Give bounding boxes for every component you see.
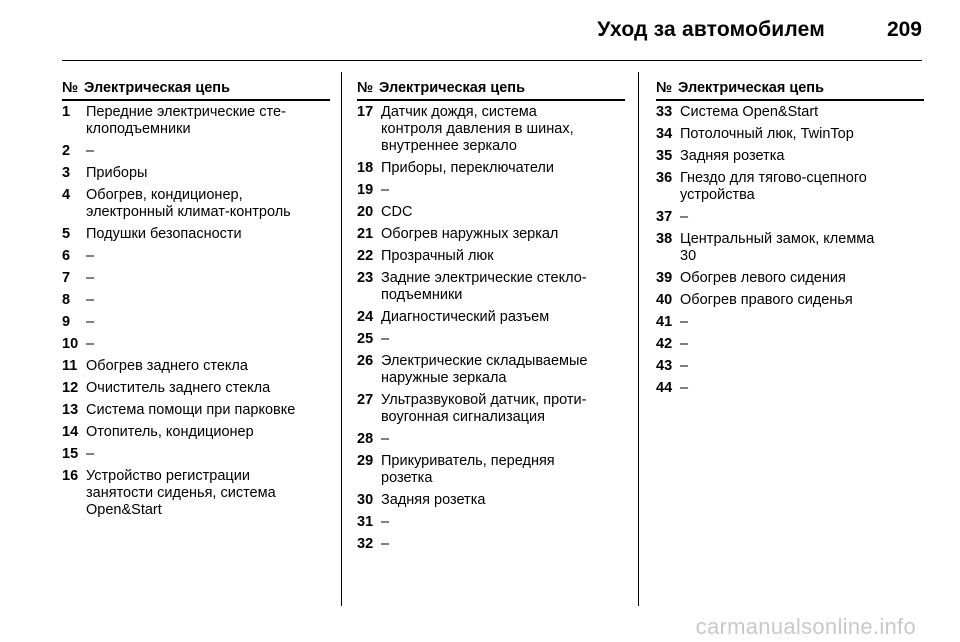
circuit-description: Отопитель, кондиционер [86, 424, 254, 440]
table-row [357, 104, 625, 155]
fuse-number: 8 [62, 292, 71, 308]
fuse-number: 21 [357, 226, 374, 242]
table-row [62, 380, 330, 397]
fuse-number: 19 [357, 182, 374, 198]
table-row [62, 446, 330, 463]
circuit-description: – [680, 358, 689, 374]
circuit-description: Центральный замок, клемма 30 [680, 231, 875, 264]
circuit-description: Обогрев, кондиционер, электронный климат-контроль [86, 187, 291, 220]
circuit-description: Диагностический разъем [381, 309, 550, 325]
circuit-description: Гнездо для тягово-сцепного устройства [680, 170, 867, 203]
circuit-description: – [680, 209, 689, 225]
fuse-number: 44 [656, 380, 673, 396]
fuse-number: 15 [62, 446, 79, 462]
fuse-number: 20 [357, 204, 374, 220]
circuit-description: Система помощи при парковке [86, 402, 296, 418]
circuit-description: – [86, 248, 95, 264]
table-row [62, 314, 330, 331]
fuse-number: 39 [656, 270, 673, 286]
table-row [656, 231, 924, 265]
table-row [656, 126, 924, 143]
fuse-number: 18 [357, 160, 374, 176]
circuit-description: – [680, 336, 689, 352]
fuse-number: 16 [62, 468, 79, 484]
fuse-number: 27 [357, 392, 374, 408]
table-row [656, 358, 924, 375]
circuit-description: Ультразвуковой датчик, проти- воугонная сигнализация [381, 392, 587, 425]
circuit-description: Приборы [86, 165, 148, 181]
table-row [357, 492, 625, 509]
fuse-number: 12 [62, 380, 79, 396]
fuse-table-column-2 [357, 80, 625, 558]
page-number: 209 [886, 18, 922, 41]
fuse-number: 28 [357, 431, 374, 447]
header-divider [62, 60, 922, 61]
circuit-description: – [381, 182, 390, 198]
fuse-number: 11 [62, 358, 78, 374]
table-row [62, 358, 330, 375]
fuse-number: 36 [656, 170, 673, 186]
circuit-description: – [680, 314, 689, 330]
table-row [62, 143, 330, 160]
fuse-number: 7 [62, 270, 71, 286]
table-row [656, 380, 924, 397]
fuse-number: 13 [62, 402, 79, 418]
fuse-table-column-3 [656, 80, 924, 402]
table-row [357, 453, 625, 487]
table-row [357, 353, 625, 387]
table-row [656, 336, 924, 353]
table-row [62, 270, 330, 287]
watermark: carmanualsonline.info [695, 614, 916, 639]
table-row [656, 292, 924, 309]
circuit-description: – [86, 446, 95, 462]
circuit-description: CDC [381, 204, 413, 220]
header-number-label: № [357, 80, 374, 96]
fuse-number: 33 [656, 104, 673, 120]
fuse-number: 40 [656, 292, 673, 308]
table-row [62, 292, 330, 309]
fuse-number: 43 [656, 358, 673, 374]
circuit-description: – [381, 514, 390, 530]
fuse-number: 10 [62, 336, 79, 352]
fuse-number: 3 [62, 165, 71, 181]
table-row [357, 182, 625, 199]
table-row [357, 204, 625, 221]
header-number-label: № [656, 80, 673, 96]
table-row [357, 331, 625, 348]
circuit-description: – [680, 380, 689, 396]
fuse-number: 34 [656, 126, 673, 142]
header-number-label: № [62, 80, 79, 96]
table-row [62, 424, 330, 441]
table-row [357, 536, 625, 553]
circuit-description: Обогрев правого сиденья [680, 292, 853, 308]
fuse-number: 37 [656, 209, 673, 225]
fuse-number: 2 [62, 143, 71, 159]
fuse-number: 9 [62, 314, 71, 330]
table-row [62, 165, 330, 182]
table-row [357, 226, 625, 243]
header-circuit-label: Электрическая цепь [84, 80, 230, 96]
table-row [656, 104, 924, 121]
fuse-number: 31 [357, 514, 374, 530]
fuse-number: 5 [62, 226, 71, 242]
circuit-description: Прозрачный люк [381, 248, 494, 264]
fuse-number: 24 [357, 309, 374, 325]
circuit-description: Потолочный люк, TwinTop [680, 126, 854, 142]
circuit-description: Обогрев левого сидения [680, 270, 846, 286]
circuit-description: Передние электрические сте- клоподъемники [86, 104, 286, 137]
table-row [62, 336, 330, 353]
table-row [62, 402, 330, 419]
circuit-description: Прикуриватель, передняя розетка [381, 453, 555, 486]
circuit-description: Задняя розетка [381, 492, 486, 508]
fuse-number: 35 [656, 148, 673, 164]
column-divider [341, 72, 342, 606]
circuit-description: Электрические складываемые наружные зеркала [381, 353, 588, 386]
page-title: Уход за автомобилем [597, 18, 825, 41]
column-divider [638, 72, 639, 606]
table-row [656, 209, 924, 226]
fuse-number: 26 [357, 353, 374, 369]
fuse-number: 29 [357, 453, 374, 469]
circuit-description: – [86, 336, 95, 352]
fuse-number: 30 [357, 492, 374, 508]
fuse-number: 38 [656, 231, 673, 247]
table-row [62, 104, 330, 138]
circuit-description: – [86, 143, 95, 159]
circuit-description: – [381, 431, 390, 447]
circuit-description: Подушки безопасности [86, 226, 242, 242]
fuse-number: 23 [357, 270, 374, 286]
table-row [656, 270, 924, 287]
circuit-description: – [381, 536, 390, 552]
table-row [656, 148, 924, 165]
header-circuit-label: Электрическая цепь [678, 80, 824, 96]
circuit-description: Устройство регистрации занятости сиденья, система Open&Start [86, 468, 276, 518]
circuit-description: Обогрев наружных зеркал [381, 226, 559, 242]
circuit-description: Приборы, переключатели [381, 160, 554, 176]
table-row [656, 314, 924, 331]
circuit-description: – [381, 331, 390, 347]
table-row [62, 468, 330, 519]
table-row [357, 309, 625, 326]
header-circuit-label: Электрическая цепь [379, 80, 525, 96]
fuse-number: 32 [357, 536, 374, 552]
circuit-description: Очиститель заднего стекла [86, 380, 271, 396]
fuse-number: 4 [62, 187, 71, 203]
circuit-description: Система Open&Start [680, 104, 819, 120]
circuit-description: Датчик дождя, система контроля давления в шинах, внутреннее зеркало [381, 104, 574, 154]
circuit-description: Обогрев заднего стекла [86, 358, 248, 374]
table-row [62, 248, 330, 265]
table-row [656, 170, 924, 204]
circuit-description: Задняя розетка [680, 148, 785, 164]
circuit-description: – [86, 292, 95, 308]
fuse-number: 1 [62, 104, 71, 120]
fuse-number: 14 [62, 424, 79, 440]
table-header [357, 80, 625, 101]
circuit-description: – [86, 314, 95, 330]
table-header [62, 80, 330, 101]
table-row [357, 514, 625, 531]
fuse-number: 17 [357, 104, 374, 120]
table-row [62, 226, 330, 243]
table-row [357, 392, 625, 426]
fuse-number: 25 [357, 331, 374, 347]
fuse-number: 6 [62, 248, 71, 264]
table-row [357, 160, 625, 177]
table-row [62, 187, 330, 221]
fuse-number: 22 [357, 248, 374, 264]
fuse-table-column-1 [62, 80, 330, 524]
fuse-number: 42 [656, 336, 673, 352]
table-row [357, 431, 625, 448]
fuse-number: 41 [656, 314, 673, 330]
table-header [656, 80, 924, 101]
circuit-description: Задние электрические стекло- подъемники [381, 270, 587, 303]
table-row [357, 248, 625, 265]
table-row [357, 270, 625, 304]
circuit-description: – [86, 270, 95, 286]
